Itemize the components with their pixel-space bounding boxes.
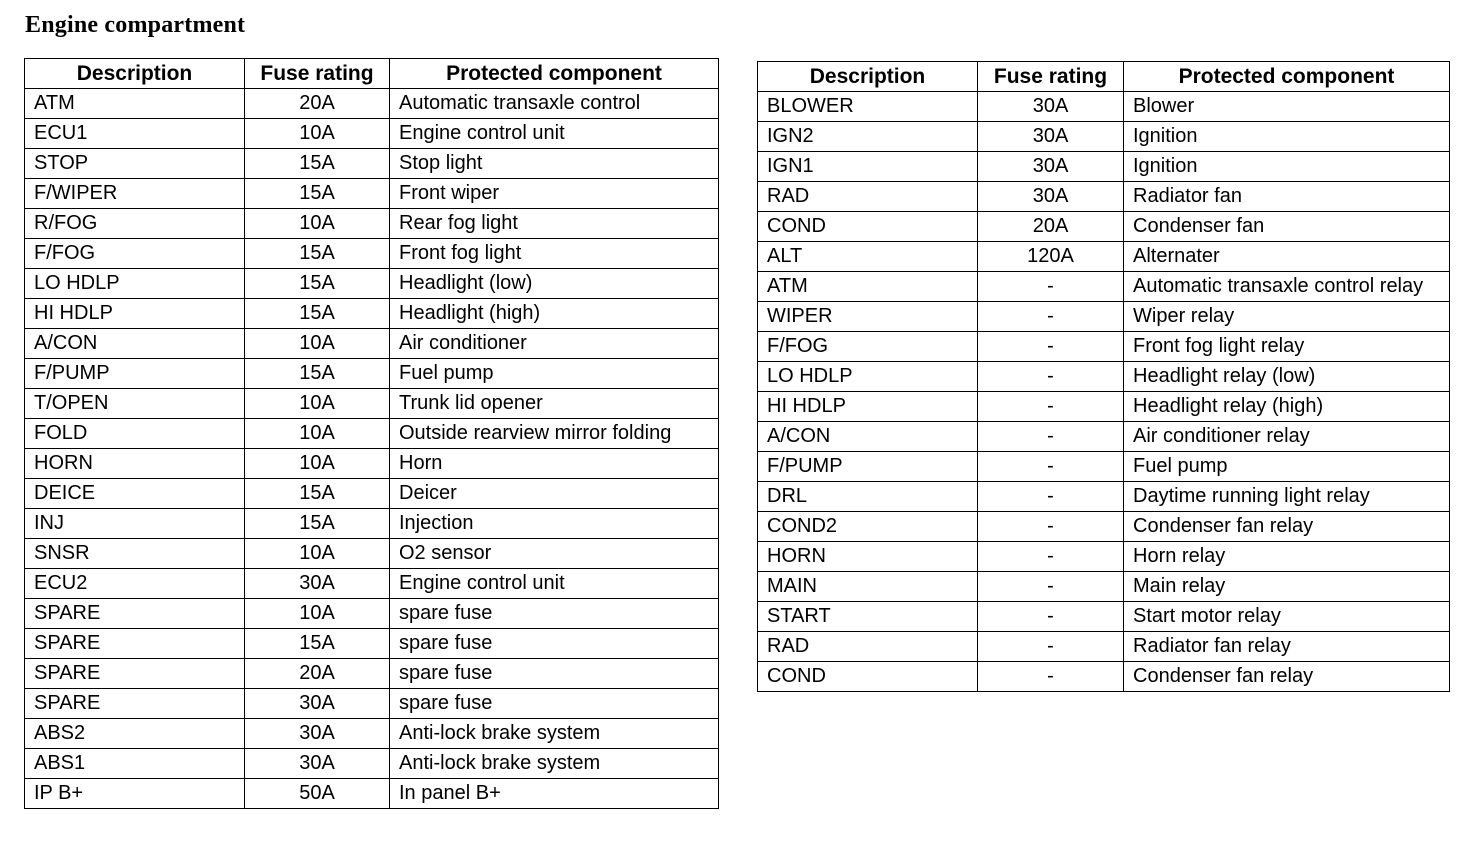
cell-fuse-rating: - — [978, 392, 1124, 422]
table-row — [25, 419, 719, 449]
table-row — [25, 449, 719, 479]
cell-fuse-rating: 15A — [245, 269, 390, 299]
cell-protected-component: Start motor relay — [1124, 602, 1450, 632]
table-row — [758, 512, 1450, 542]
table-row — [758, 632, 1450, 662]
cell-protected-component: Deicer — [390, 479, 719, 509]
cell-protected-component: Wiper relay — [1124, 302, 1450, 332]
table-row — [25, 239, 719, 269]
cell-description: SPARE — [25, 599, 245, 629]
cell-protected-component: Engine control unit — [390, 119, 719, 149]
cell-description: SPARE — [25, 629, 245, 659]
fuse-table-right — [757, 61, 1450, 692]
cell-fuse-rating: 15A — [245, 509, 390, 539]
cell-protected-component: Radiator fan relay — [1124, 632, 1450, 662]
cell-fuse-rating: 10A — [245, 209, 390, 239]
table-header-row — [25, 59, 719, 89]
column-header-protected-component: Protected component — [1124, 62, 1450, 92]
cell-protected-component: Headlight relay (high) — [1124, 392, 1450, 422]
cell-description: RAD — [758, 632, 978, 662]
cell-protected-component: O2 sensor — [390, 539, 719, 569]
cell-fuse-rating: 10A — [245, 449, 390, 479]
cell-fuse-rating: 15A — [245, 239, 390, 269]
cell-protected-component: Injection — [390, 509, 719, 539]
cell-fuse-rating: 30A — [245, 719, 390, 749]
cell-protected-component: Automatic transaxle control relay — [1124, 272, 1450, 302]
table-row — [25, 599, 719, 629]
table-row — [758, 92, 1450, 122]
cell-protected-component: Condenser fan — [1124, 212, 1450, 242]
cell-protected-component: Headlight relay (low) — [1124, 362, 1450, 392]
cell-protected-component: Ignition — [1124, 122, 1450, 152]
table-row — [25, 719, 719, 749]
cell-description: START — [758, 602, 978, 632]
cell-description: MAIN — [758, 572, 978, 602]
table-row — [758, 122, 1450, 152]
table-row — [25, 119, 719, 149]
cell-protected-component: Engine control unit — [390, 569, 719, 599]
cell-fuse-rating: 15A — [245, 359, 390, 389]
cell-protected-component: Alternater — [1124, 242, 1450, 272]
cell-description: ALT — [758, 242, 978, 272]
cell-fuse-rating: 20A — [245, 89, 390, 119]
column-header-fuse-rating: Fuse rating — [245, 59, 390, 89]
table-row — [758, 302, 1450, 332]
table-row — [758, 542, 1450, 572]
cell-protected-component: Air conditioner relay — [1124, 422, 1450, 452]
table-row — [25, 689, 719, 719]
cell-fuse-rating: 10A — [245, 419, 390, 449]
cell-description: LO HDLP — [25, 269, 245, 299]
cell-description: HORN — [758, 542, 978, 572]
cell-fuse-rating: 20A — [245, 659, 390, 689]
cell-protected-component: Automatic transaxle control — [390, 89, 719, 119]
cell-description: WIPER — [758, 302, 978, 332]
cell-protected-component: Front fog light relay — [1124, 332, 1450, 362]
cell-protected-component: spare fuse — [390, 629, 719, 659]
cell-fuse-rating: 10A — [245, 599, 390, 629]
cell-description: ABS1 — [25, 749, 245, 779]
cell-fuse-rating: 15A — [245, 179, 390, 209]
table-row — [25, 779, 719, 809]
cell-description: INJ — [25, 509, 245, 539]
page-title: Engine compartment — [25, 12, 246, 38]
table-row — [758, 572, 1450, 602]
cell-description: F/PUMP — [25, 359, 245, 389]
cell-protected-component: Headlight (high) — [390, 299, 719, 329]
table-row — [758, 452, 1450, 482]
cell-description: BLOWER — [758, 92, 978, 122]
table-row — [758, 482, 1450, 512]
cell-protected-component: Condenser fan relay — [1124, 512, 1450, 542]
table-row — [758, 422, 1450, 452]
cell-fuse-rating: 20A — [978, 212, 1124, 242]
cell-fuse-rating: - — [978, 272, 1124, 302]
cell-description: SPARE — [25, 689, 245, 719]
cell-protected-component: Stop light — [390, 149, 719, 179]
cell-fuse-rating: 30A — [245, 689, 390, 719]
cell-fuse-rating: - — [978, 332, 1124, 362]
cell-fuse-rating: 10A — [245, 329, 390, 359]
cell-description: RAD — [758, 182, 978, 212]
cell-protected-component: Radiator fan — [1124, 182, 1450, 212]
cell-description: ABS2 — [25, 719, 245, 749]
cell-description: COND2 — [758, 512, 978, 542]
column-header-description: Description — [758, 62, 978, 92]
cell-fuse-rating: - — [978, 632, 1124, 662]
cell-description: HORN — [25, 449, 245, 479]
table-row — [25, 179, 719, 209]
cell-fuse-rating: 120A — [978, 242, 1124, 272]
table-row — [25, 89, 719, 119]
fuse-table-left — [24, 58, 719, 809]
cell-fuse-rating: - — [978, 482, 1124, 512]
cell-description: HI HDLP — [25, 299, 245, 329]
cell-description: IGN1 — [758, 152, 978, 182]
table-row — [25, 659, 719, 689]
cell-description: STOP — [25, 149, 245, 179]
cell-description: FOLD — [25, 419, 245, 449]
cell-description: ATM — [25, 89, 245, 119]
cell-fuse-rating: - — [978, 512, 1124, 542]
cell-protected-component: Rear fog light — [390, 209, 719, 239]
table-row — [758, 212, 1450, 242]
cell-description: T/OPEN — [25, 389, 245, 419]
table-row — [758, 392, 1450, 422]
cell-description: F/FOG — [25, 239, 245, 269]
cell-protected-component: In panel B+ — [390, 779, 719, 809]
cell-protected-component: Ignition — [1124, 152, 1450, 182]
cell-description: R/FOG — [25, 209, 245, 239]
cell-fuse-rating: - — [978, 602, 1124, 632]
column-header-description: Description — [25, 59, 245, 89]
table-row — [758, 152, 1450, 182]
table-row — [25, 389, 719, 419]
cell-description: SPARE — [25, 659, 245, 689]
cell-protected-component: Blower — [1124, 92, 1450, 122]
cell-fuse-rating: - — [978, 572, 1124, 602]
cell-protected-component: Condenser fan relay — [1124, 662, 1450, 692]
cell-description: ECU2 — [25, 569, 245, 599]
cell-fuse-rating: 30A — [978, 152, 1124, 182]
cell-fuse-rating: 30A — [245, 569, 390, 599]
cell-fuse-rating: - — [978, 452, 1124, 482]
cell-description: IP B+ — [25, 779, 245, 809]
cell-description: IGN2 — [758, 122, 978, 152]
table-row — [758, 602, 1450, 632]
cell-fuse-rating: - — [978, 422, 1124, 452]
cell-fuse-rating: 15A — [245, 149, 390, 179]
cell-fuse-rating: - — [978, 662, 1124, 692]
cell-description: F/PUMP — [758, 452, 978, 482]
table-row — [758, 182, 1450, 212]
table-row — [25, 539, 719, 569]
cell-fuse-rating: 30A — [245, 749, 390, 779]
cell-protected-component: Outside rearview mirror folding — [390, 419, 719, 449]
cell-fuse-rating: 10A — [245, 389, 390, 419]
column-header-fuse-rating: Fuse rating — [978, 62, 1124, 92]
cell-protected-component: Daytime running light relay — [1124, 482, 1450, 512]
cell-fuse-rating: 10A — [245, 539, 390, 569]
cell-protected-component: Trunk lid opener — [390, 389, 719, 419]
cell-protected-component: Fuel pump — [390, 359, 719, 389]
table-row — [25, 749, 719, 779]
table-row — [25, 629, 719, 659]
cell-protected-component: spare fuse — [390, 689, 719, 719]
cell-fuse-rating: 50A — [245, 779, 390, 809]
cell-protected-component: Front fog light — [390, 239, 719, 269]
cell-fuse-rating: 30A — [978, 122, 1124, 152]
cell-description: COND — [758, 212, 978, 242]
table-row — [25, 149, 719, 179]
cell-protected-component: spare fuse — [390, 599, 719, 629]
table-row — [25, 299, 719, 329]
cell-protected-component: Main relay — [1124, 572, 1450, 602]
cell-fuse-rating: 15A — [245, 629, 390, 659]
cell-description: ATM — [758, 272, 978, 302]
cell-fuse-rating: - — [978, 302, 1124, 332]
table-row — [25, 479, 719, 509]
cell-protected-component: Fuel pump — [1124, 452, 1450, 482]
cell-protected-component: Horn relay — [1124, 542, 1450, 572]
cell-description: DRL — [758, 482, 978, 512]
cell-protected-component: Air conditioner — [390, 329, 719, 359]
cell-fuse-rating: - — [978, 362, 1124, 392]
table-row — [25, 359, 719, 389]
cell-protected-component: Anti-lock brake system — [390, 749, 719, 779]
cell-protected-component: Anti-lock brake system — [390, 719, 719, 749]
table-row — [25, 209, 719, 239]
cell-description: DEICE — [25, 479, 245, 509]
column-header-protected-component: Protected component — [390, 59, 719, 89]
cell-protected-component: Front wiper — [390, 179, 719, 209]
table-row — [25, 569, 719, 599]
table-row — [25, 329, 719, 359]
cell-fuse-rating: 30A — [978, 92, 1124, 122]
cell-description: ECU1 — [25, 119, 245, 149]
cell-protected-component: Horn — [390, 449, 719, 479]
table-row — [758, 242, 1450, 272]
cell-fuse-rating: 15A — [245, 479, 390, 509]
table-row — [25, 509, 719, 539]
cell-description: SNSR — [25, 539, 245, 569]
cell-fuse-rating: 10A — [245, 119, 390, 149]
cell-protected-component: Headlight (low) — [390, 269, 719, 299]
table-row — [758, 662, 1450, 692]
cell-fuse-rating: - — [978, 542, 1124, 572]
table-row — [758, 332, 1450, 362]
cell-protected-component: spare fuse — [390, 659, 719, 689]
cell-description: A/CON — [25, 329, 245, 359]
cell-description: A/CON — [758, 422, 978, 452]
cell-description: F/WIPER — [25, 179, 245, 209]
cell-fuse-rating: 30A — [978, 182, 1124, 212]
cell-description: LO HDLP — [758, 362, 978, 392]
cell-description: F/FOG — [758, 332, 978, 362]
cell-description: COND — [758, 662, 978, 692]
table-row — [25, 269, 719, 299]
cell-description: HI HDLP — [758, 392, 978, 422]
table-header-row — [758, 62, 1450, 92]
table-row — [758, 362, 1450, 392]
table-row — [758, 272, 1450, 302]
cell-fuse-rating: 15A — [245, 299, 390, 329]
